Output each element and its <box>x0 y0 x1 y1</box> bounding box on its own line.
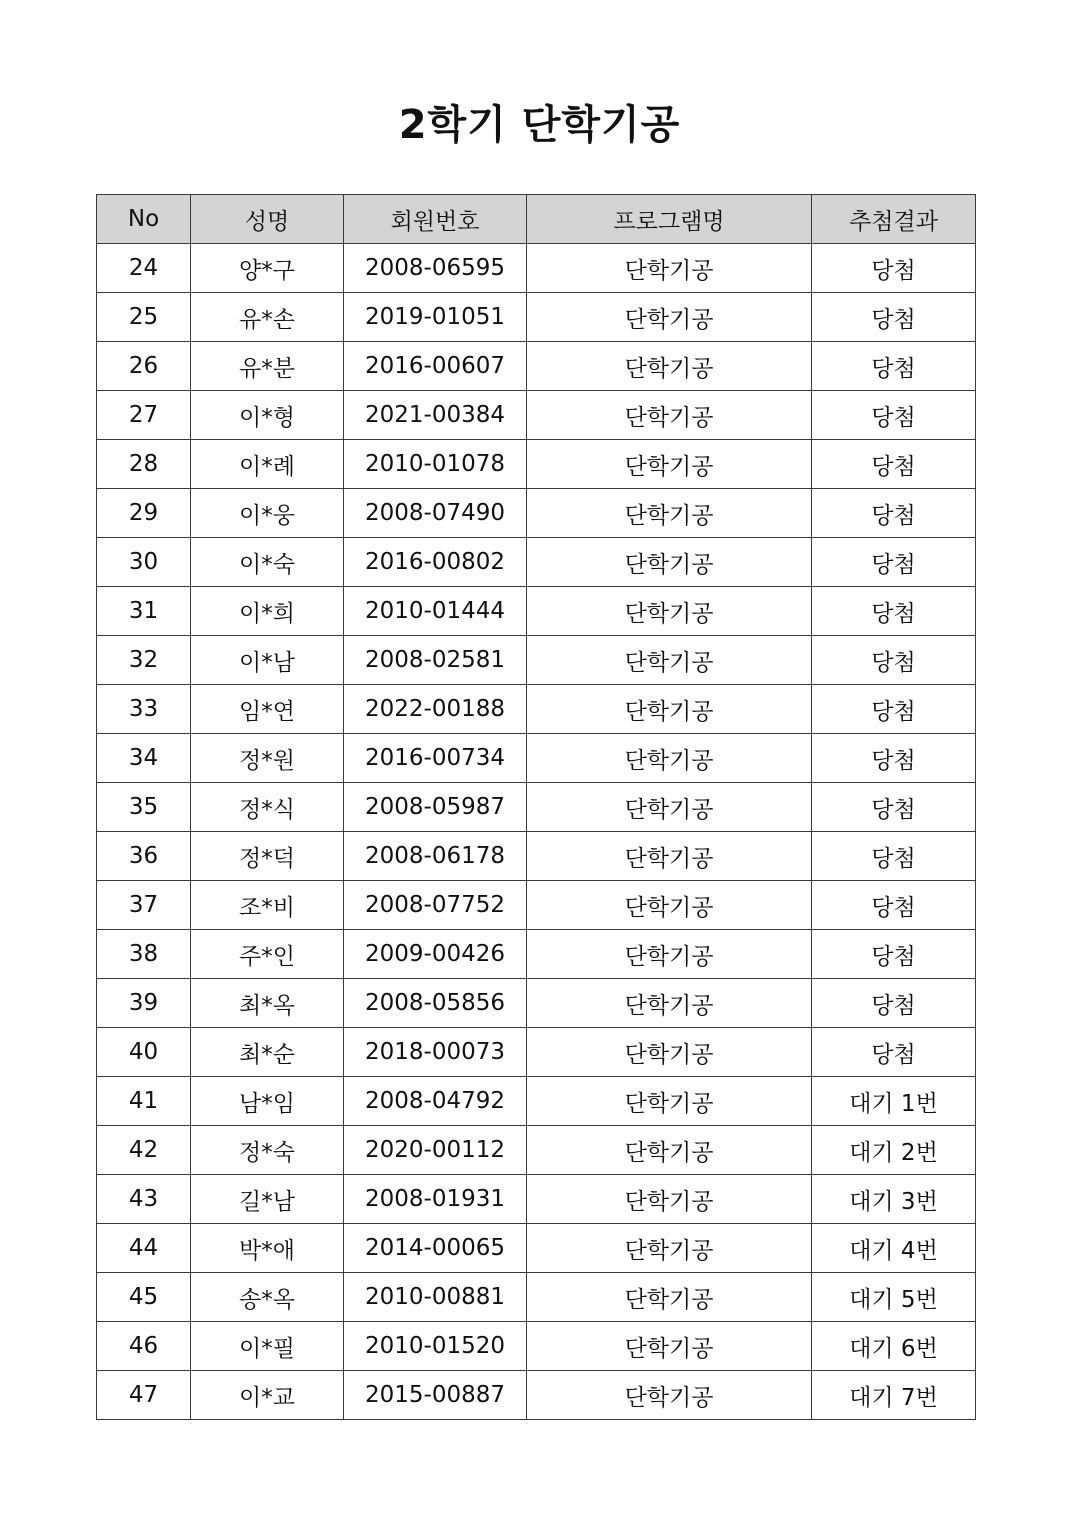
table-row <box>97 1077 976 1126</box>
cell-program: 단학기공 <box>527 244 812 293</box>
table-row <box>97 440 976 489</box>
cell-program: 단학기공 <box>527 685 812 734</box>
header-name: 성명 <box>191 195 344 244</box>
table-row <box>97 1273 976 1322</box>
page-title: 2학기 단학기공 <box>398 102 681 148</box>
cell-member-no: 2020-00112 <box>344 1126 527 1175</box>
cell-result: 당첨 <box>812 685 976 734</box>
cell-no: 30 <box>97 538 191 587</box>
cell-no: 28 <box>97 440 191 489</box>
cell-program: 단학기공 <box>527 734 812 783</box>
cell-result: 당첨 <box>812 1028 976 1077</box>
cell-member-no: 2008-05987 <box>344 783 527 832</box>
cell-program: 단학기공 <box>527 1077 812 1126</box>
table-row <box>97 489 976 538</box>
cell-name: 이*남 <box>191 636 344 685</box>
table-row <box>97 1371 976 1420</box>
cell-program: 단학기공 <box>527 930 812 979</box>
cell-no: 38 <box>97 930 191 979</box>
cell-result: 대기 3번 <box>812 1175 976 1224</box>
cell-no: 40 <box>97 1028 191 1077</box>
cell-name: 남*임 <box>191 1077 344 1126</box>
table-row <box>97 1126 976 1175</box>
cell-member-no: 2014-00065 <box>344 1224 527 1273</box>
cell-no: 46 <box>97 1322 191 1371</box>
cell-result: 당첨 <box>812 979 976 1028</box>
cell-name: 유*손 <box>191 293 344 342</box>
header-program: 프로그램명 <box>527 195 812 244</box>
cell-name: 이*숙 <box>191 538 344 587</box>
cell-result: 당첨 <box>812 293 976 342</box>
cell-result: 당첨 <box>812 342 976 391</box>
cell-result: 당첨 <box>812 440 976 489</box>
cell-no: 35 <box>97 783 191 832</box>
cell-no: 42 <box>97 1126 191 1175</box>
cell-member-no: 2018-00073 <box>344 1028 527 1077</box>
cell-no: 37 <box>97 881 191 930</box>
cell-name: 정*숙 <box>191 1126 344 1175</box>
table-header-row <box>97 195 976 244</box>
cell-name: 정*식 <box>191 783 344 832</box>
cell-name: 조*비 <box>191 881 344 930</box>
cell-name: 박*애 <box>191 1224 344 1273</box>
cell-member-no: 2022-00188 <box>344 685 527 734</box>
table-row <box>97 979 976 1028</box>
cell-result: 당첨 <box>812 244 976 293</box>
cell-no: 36 <box>97 832 191 881</box>
table-row <box>97 244 976 293</box>
cell-program: 단학기공 <box>527 636 812 685</box>
cell-no: 43 <box>97 1175 191 1224</box>
cell-no: 29 <box>97 489 191 538</box>
cell-program: 단학기공 <box>527 1028 812 1077</box>
cell-no: 39 <box>97 979 191 1028</box>
cell-result: 당첨 <box>812 734 976 783</box>
cell-result: 당첨 <box>812 391 976 440</box>
cell-program: 단학기공 <box>527 1273 812 1322</box>
cell-result: 당첨 <box>812 783 976 832</box>
cell-result: 대기 1번 <box>812 1077 976 1126</box>
cell-program: 단학기공 <box>527 1322 812 1371</box>
cell-program: 단학기공 <box>527 979 812 1028</box>
cell-name: 최*옥 <box>191 979 344 1028</box>
header-result: 추첨결과 <box>812 195 976 244</box>
cell-member-no: 2010-01520 <box>344 1322 527 1371</box>
cell-name: 이*례 <box>191 440 344 489</box>
cell-program: 단학기공 <box>527 293 812 342</box>
cell-program: 단학기공 <box>527 587 812 636</box>
cell-no: 47 <box>97 1371 191 1420</box>
table-row <box>97 587 976 636</box>
cell-member-no: 2016-00607 <box>344 342 527 391</box>
table-row <box>97 342 976 391</box>
cell-program: 단학기공 <box>527 440 812 489</box>
cell-no: 32 <box>97 636 191 685</box>
cell-member-no: 2015-00887 <box>344 1371 527 1420</box>
cell-result: 대기 7번 <box>812 1371 976 1420</box>
cell-program: 단학기공 <box>527 832 812 881</box>
table-row <box>97 881 976 930</box>
cell-no: 33 <box>97 685 191 734</box>
table-row <box>97 734 976 783</box>
cell-name: 임*연 <box>191 685 344 734</box>
cell-member-no: 2008-05856 <box>344 979 527 1028</box>
cell-name: 송*옥 <box>191 1273 344 1322</box>
cell-member-no: 2016-00802 <box>344 538 527 587</box>
cell-name: 유*분 <box>191 342 344 391</box>
table-row <box>97 538 976 587</box>
cell-result: 대기 5번 <box>812 1273 976 1322</box>
cell-name: 양*구 <box>191 244 344 293</box>
table-row <box>97 391 976 440</box>
cell-name: 이*교 <box>191 1371 344 1420</box>
cell-no: 27 <box>97 391 191 440</box>
cell-name: 주*인 <box>191 930 344 979</box>
table-row <box>97 783 976 832</box>
table-row <box>97 832 976 881</box>
cell-name: 길*남 <box>191 1175 344 1224</box>
cell-name: 이*희 <box>191 587 344 636</box>
cell-result: 대기 4번 <box>812 1224 976 1273</box>
cell-result: 당첨 <box>812 587 976 636</box>
cell-member-no: 2008-07490 <box>344 489 527 538</box>
cell-member-no: 2010-01078 <box>344 440 527 489</box>
cell-member-no: 2008-06178 <box>344 832 527 881</box>
cell-result: 대기 2번 <box>812 1126 976 1175</box>
cell-result: 당첨 <box>812 930 976 979</box>
cell-program: 단학기공 <box>527 1371 812 1420</box>
cell-member-no: 2010-01444 <box>344 587 527 636</box>
header-no: No <box>97 195 191 244</box>
cell-result: 당첨 <box>812 538 976 587</box>
cell-program: 단학기공 <box>527 391 812 440</box>
cell-member-no: 2008-06595 <box>344 244 527 293</box>
header-member-no: 회원번호 <box>344 195 527 244</box>
cell-member-no: 2021-00384 <box>344 391 527 440</box>
cell-program: 단학기공 <box>527 538 812 587</box>
cell-program: 단학기공 <box>527 489 812 538</box>
cell-program: 단학기공 <box>527 342 812 391</box>
cell-program: 단학기공 <box>527 1224 812 1273</box>
cell-member-no: 2008-02581 <box>344 636 527 685</box>
cell-member-no: 2008-04792 <box>344 1077 527 1126</box>
table-row <box>97 1322 976 1371</box>
cell-name: 정*원 <box>191 734 344 783</box>
cell-no: 34 <box>97 734 191 783</box>
cell-member-no: 2008-07752 <box>344 881 527 930</box>
cell-name: 정*덕 <box>191 832 344 881</box>
cell-no: 26 <box>97 342 191 391</box>
cell-member-no: 2016-00734 <box>344 734 527 783</box>
table-row <box>97 293 976 342</box>
table-row <box>97 1224 976 1273</box>
cell-name: 최*순 <box>191 1028 344 1077</box>
cell-program: 단학기공 <box>527 783 812 832</box>
table-body <box>97 244 976 1420</box>
cell-member-no: 2010-00881 <box>344 1273 527 1322</box>
cell-member-no: 2008-01931 <box>344 1175 527 1224</box>
cell-result: 당첨 <box>812 489 976 538</box>
cell-result: 당첨 <box>812 881 976 930</box>
cell-program: 단학기공 <box>527 1175 812 1224</box>
cell-no: 45 <box>97 1273 191 1322</box>
table-row <box>97 1028 976 1077</box>
cell-member-no: 2009-00426 <box>344 930 527 979</box>
cell-result: 대기 6번 <box>812 1322 976 1371</box>
cell-program: 단학기공 <box>527 881 812 930</box>
table-row <box>97 685 976 734</box>
cell-name: 이*웅 <box>191 489 344 538</box>
table-row <box>97 1175 976 1224</box>
cell-name: 이*형 <box>191 391 344 440</box>
cell-name: 이*필 <box>191 1322 344 1371</box>
cell-program: 단학기공 <box>527 1126 812 1175</box>
cell-no: 24 <box>97 244 191 293</box>
cell-no: 25 <box>97 293 191 342</box>
cell-no: 31 <box>97 587 191 636</box>
table-row <box>97 636 976 685</box>
table-row <box>97 930 976 979</box>
cell-no: 44 <box>97 1224 191 1273</box>
cell-result: 당첨 <box>812 832 976 881</box>
lottery-results-table <box>96 194 976 1420</box>
cell-member-no: 2019-01051 <box>344 293 527 342</box>
cell-no: 41 <box>97 1077 191 1126</box>
cell-result: 당첨 <box>812 636 976 685</box>
